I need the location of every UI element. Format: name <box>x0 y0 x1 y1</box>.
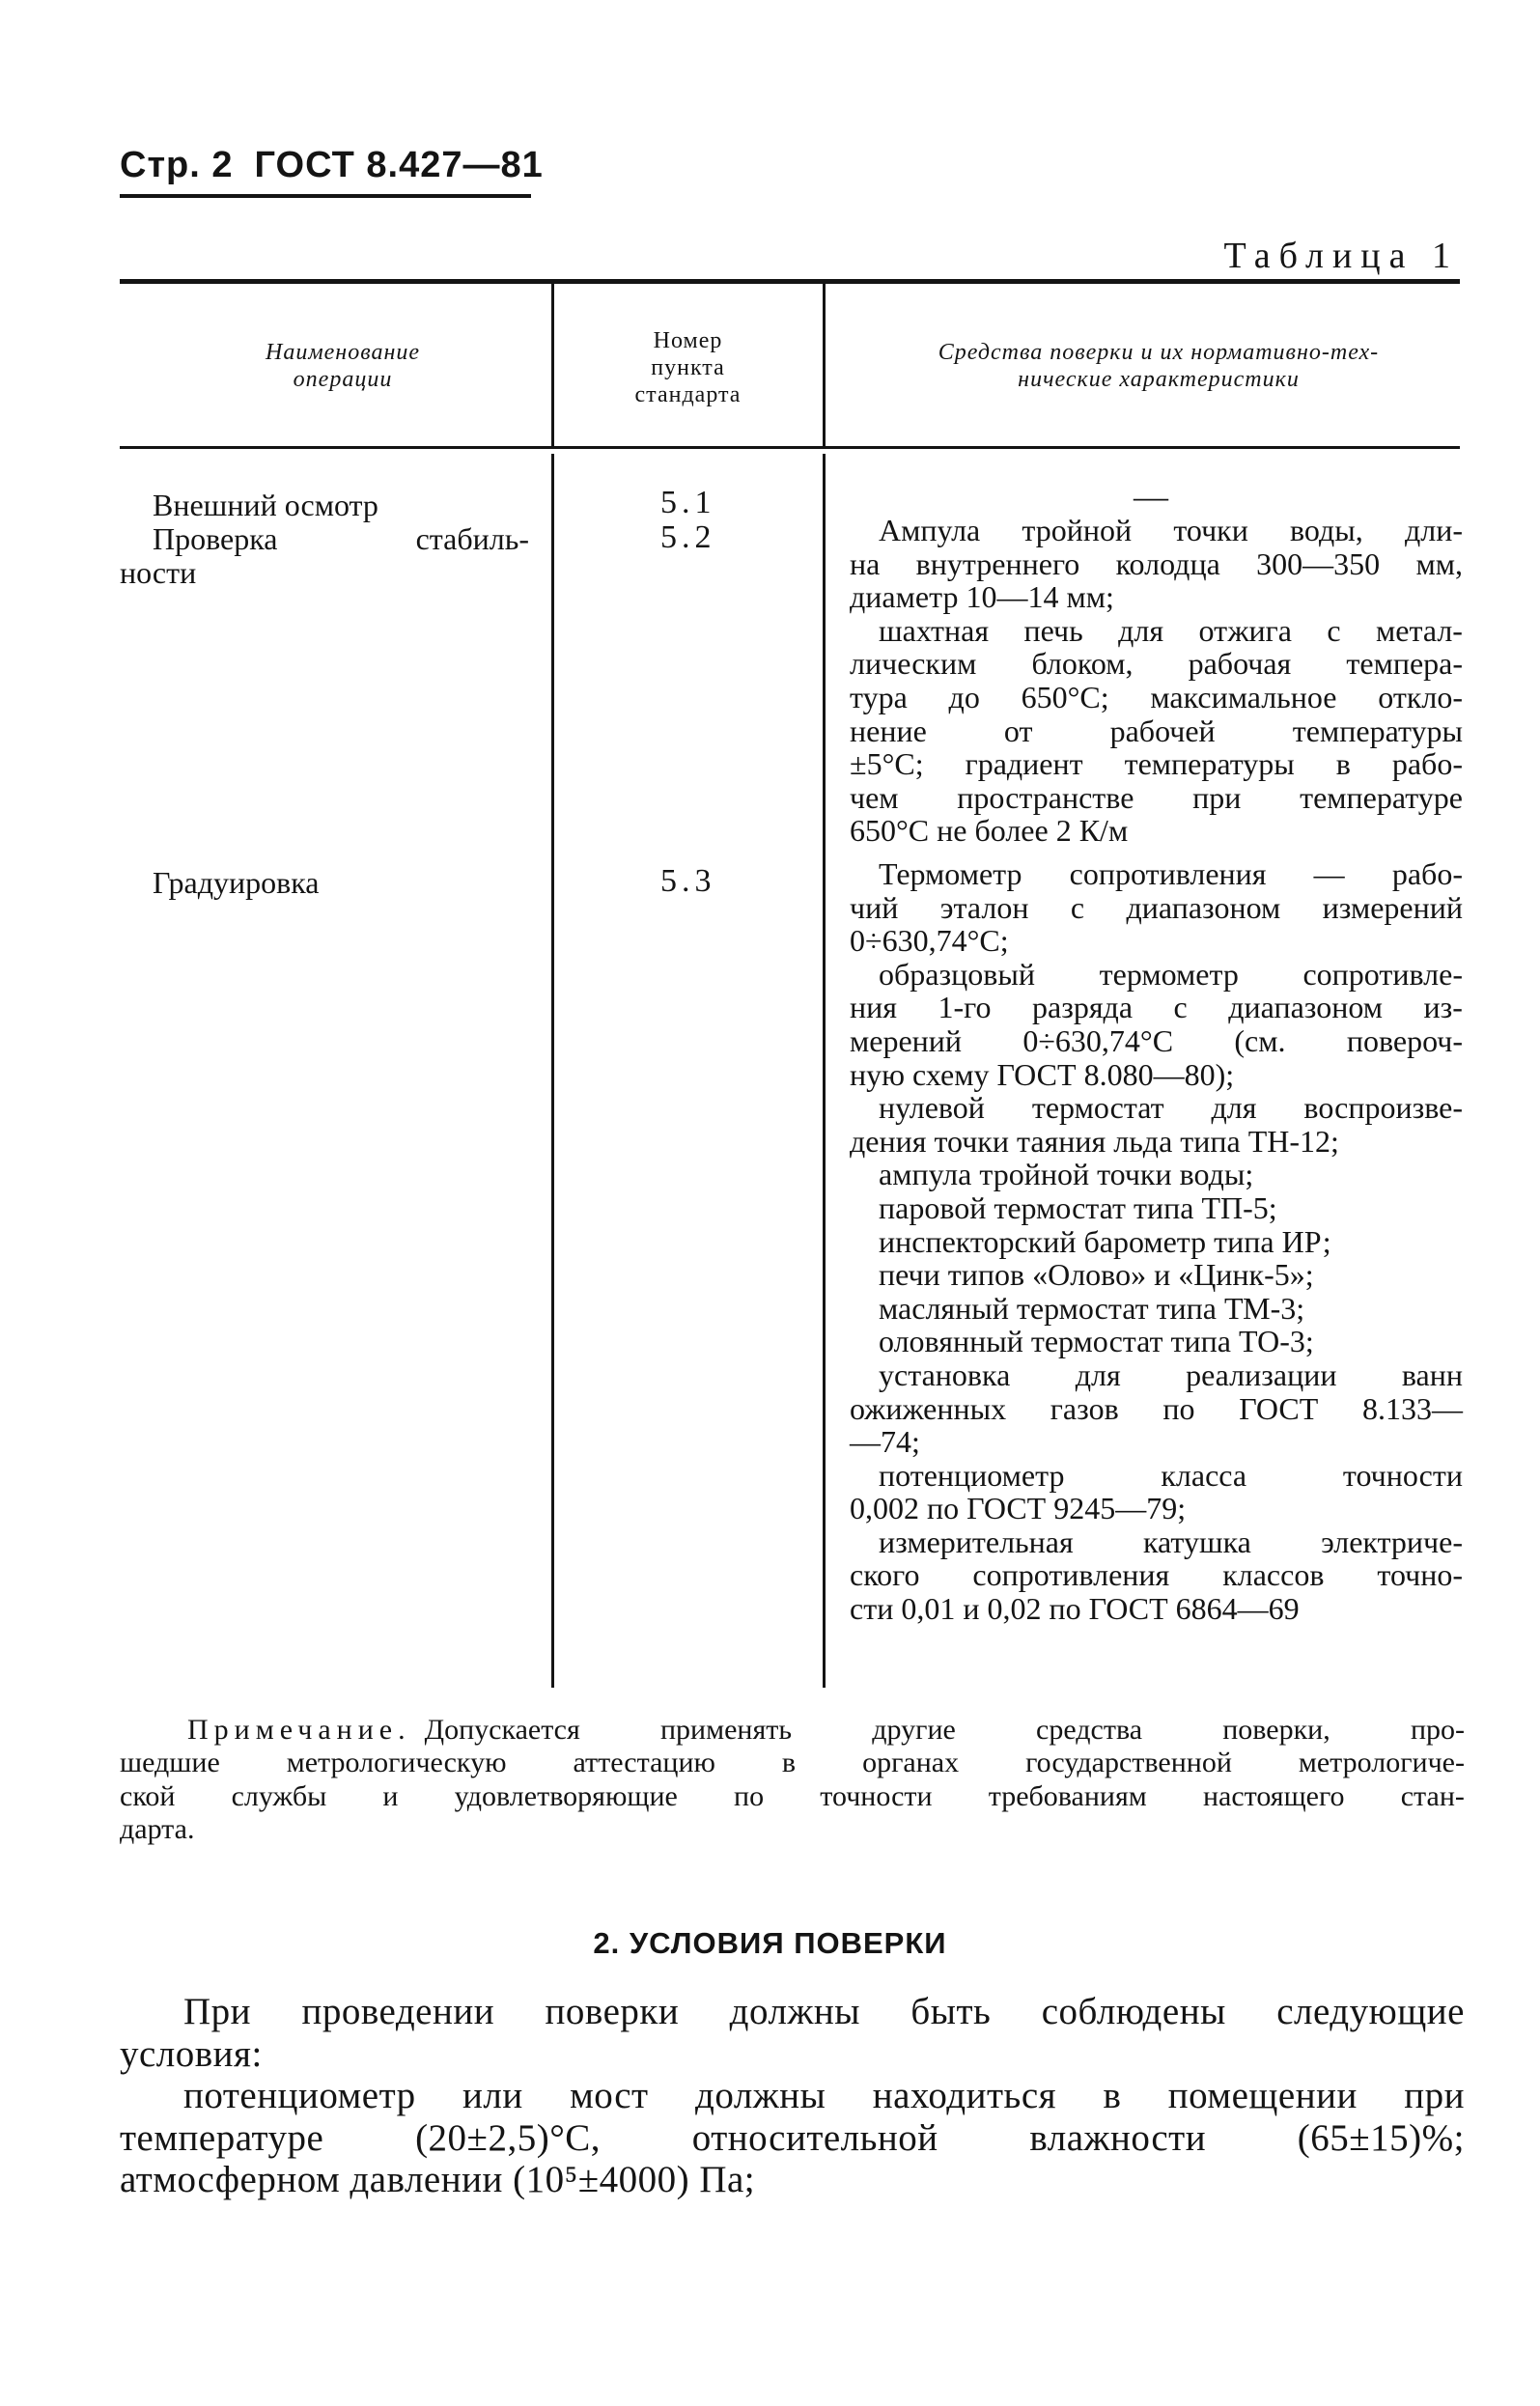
table-label: Таблица 1 <box>1223 236 1459 276</box>
text-line: масляный термостат типа ТМ-3; <box>879 1290 1305 1326</box>
text-line: мерений 0÷630,74°С (см. повероч- <box>850 1022 1463 1058</box>
text-line: нулевой термостат для воспроизве- <box>879 1090 1463 1126</box>
text-line: 650°С не более 2 К/м <box>850 813 1129 849</box>
column-header-means <box>850 339 1468 393</box>
header-line: пункта <box>651 355 725 380</box>
text-line: 0,002 по ГОСТ 9245—79; <box>850 1491 1187 1526</box>
paragraph <box>120 2075 1465 2201</box>
column-divider <box>551 454 554 1688</box>
operation-calibration: Градуировка <box>153 865 320 900</box>
header-line: стандарта <box>634 382 742 407</box>
header-rule <box>120 194 531 198</box>
means-stability <box>850 514 1463 848</box>
text-line: Ампула тройной точки воды, дли- <box>879 513 1463 547</box>
text-line: образцовый термометр сопротивле- <box>879 956 1463 992</box>
text-line: потенциометр или мост должны находиться в помещении при <box>183 2075 1465 2116</box>
text-line: шедшие метрологическую аттестацию в органах государственной метрологиче- <box>120 1747 1465 1779</box>
text-line: температуре (20±2,5)°С, относительной влажности (65±15)%; <box>120 2116 1465 2159</box>
table-top-rule <box>120 279 1460 284</box>
text-line: дарта. <box>120 1813 195 1846</box>
text-line: ампула тройной точки воды; <box>879 1157 1254 1192</box>
page-label: Стр. 2 <box>120 145 234 185</box>
operation-external-inspection: Внешний осмотр <box>153 488 378 522</box>
text-line: сти 0,01 и 0,02 по ГОСТ 6864—69 <box>850 1591 1300 1627</box>
text-line: печи типов «Олово» и «Цинк-5»; <box>879 1257 1314 1293</box>
text-line: лическим блоком, рабочая темпера- <box>850 646 1463 682</box>
text-line: дения точки таяния льда типа ТН-12; <box>850 1123 1339 1159</box>
column-divider <box>823 284 826 446</box>
text-line: Термометр сопротивления — рабо- <box>879 856 1463 891</box>
text-line: оловянный термостат типа ТО-3; <box>879 1324 1314 1359</box>
clause-number: 5.3 <box>660 863 716 899</box>
operation-stability-check <box>153 522 529 556</box>
text-line: нение от рабочей температуры <box>850 713 1463 748</box>
operation-line: Проверка стабиль- <box>153 521 529 556</box>
text-line: паровой термостат типа ТП-5; <box>879 1189 1277 1225</box>
empty-dash: — <box>1134 477 1168 516</box>
text-line: чем пространстве при температуре <box>850 779 1463 815</box>
operation-line: ности <box>120 555 197 590</box>
text-line: ожиженных газов по ГОСТ 8.133— <box>850 1390 1463 1426</box>
text-line: измерительная катушка электриче- <box>879 1524 1463 1559</box>
column-divider <box>551 284 554 446</box>
column-header-operation <box>154 339 531 393</box>
text-line: ±5°С; градиент температуры в рабо- <box>850 746 1463 782</box>
column-divider <box>823 454 826 1688</box>
text-line: на внутреннего колодца 300—350 мм, <box>850 546 1463 581</box>
note-label: Примечание. <box>187 1714 411 1746</box>
text-line: инспекторский барометр типа ИР; <box>879 1223 1331 1259</box>
text-line: чий эталон с диапазоном измерений <box>850 889 1463 925</box>
clause-number: 5.2 <box>660 519 716 555</box>
standard-code: ГОСТ 8.427—81 <box>254 145 544 185</box>
header-line: Наименование <box>265 340 421 365</box>
text-line: атмосферном давлении (10⁵±4000) Па; <box>120 2159 756 2200</box>
text-line: ния 1-го разряда с диапазоном из- <box>850 990 1463 1025</box>
text-line: диаметр 10—14 мм; <box>850 579 1114 615</box>
text-line: При проведении поверки должны быть соблюдены следующие <box>183 1991 1465 2032</box>
text-line: установка для реализации ванн <box>879 1357 1463 1392</box>
means-calibration <box>850 857 1463 1626</box>
text-line: ской службы и удовлетворяющие по точности требованиям настоящего стан- <box>120 1779 1465 1812</box>
text-line: —74; <box>850 1424 920 1460</box>
text-line: условия: <box>120 2032 263 2075</box>
column-header-number <box>570 327 806 408</box>
header-line: нические характеристики <box>1018 367 1300 392</box>
note-line: Примечание. Допускается применять другие средства поверки, про- <box>187 1714 1465 1746</box>
section-title: 2. УСЛОВИЯ ПОВЕРКИ <box>593 1926 947 1960</box>
table-header-rule <box>120 446 1460 449</box>
running-header <box>120 145 544 186</box>
text-line: 0÷630,74°С; <box>850 923 1009 959</box>
text-line: тура до 650°С; максимальное откло- <box>850 679 1463 714</box>
header-line: Номер <box>653 328 723 353</box>
text-line: ского сопротивления классов точно- <box>850 1557 1463 1593</box>
header-line: Средства поверки и их нормативно-тех- <box>938 340 1380 365</box>
text-line: ную схему ГОСТ 8.080—80); <box>850 1056 1235 1092</box>
clause-number: 5.1 <box>660 485 716 520</box>
text-line: потенциометр класса точности <box>879 1457 1463 1493</box>
text-line: шахтная печь для отжига с метал- <box>879 612 1463 648</box>
paragraph <box>120 1991 1465 2075</box>
header-line: операции <box>293 367 393 392</box>
table-note <box>120 1714 1465 1847</box>
